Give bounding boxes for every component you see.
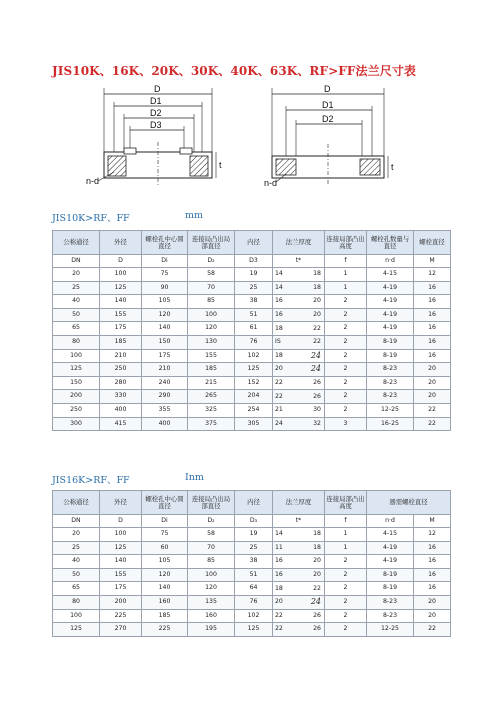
cell-nd: 4-19 [367, 541, 414, 555]
jis10k-dimension-table [52, 230, 451, 431]
unit-dn: DN [53, 255, 100, 268]
cell-d3: 125 [235, 623, 273, 637]
thickness-value-left: IS [275, 338, 281, 346]
cell-m: 12 [414, 528, 451, 542]
table-row [53, 322, 451, 336]
cell-dn: 50 [53, 568, 100, 582]
thickness-value-left: 18 [275, 324, 283, 332]
cell-thickness [273, 390, 325, 404]
thickness-value-right: 26 [313, 625, 321, 633]
section-unit: mm [185, 210, 204, 221]
cell-dn: 65 [53, 322, 100, 336]
cell-d: 100 [100, 268, 142, 282]
table-row [53, 541, 451, 555]
cell-thickness [273, 349, 325, 363]
table-row [53, 555, 451, 569]
cell-nd: 12-25 [367, 403, 414, 417]
cell-d2: 130 [188, 335, 235, 349]
thickness-value-left: 16 [275, 297, 283, 305]
cell-thickness [273, 295, 325, 309]
thickness-value-right: 22 [313, 338, 321, 346]
thickness-value-right: 20 [313, 297, 321, 305]
dimension-label-d2: D2 [322, 114, 334, 124]
cell-dn: 80 [53, 335, 100, 349]
cell-d2: 100 [188, 308, 235, 322]
thickness-value-left: 11 [275, 543, 283, 551]
cell-d: 125 [100, 541, 142, 555]
cell-nd: 12-25 [367, 623, 414, 637]
cell-d3: 25 [235, 541, 273, 555]
cell-m: 16 [414, 308, 451, 322]
thickness-value-right: 26 [313, 392, 321, 400]
cell-d1: 75 [142, 528, 188, 542]
header-raised-face-height: 连接局部凸出高度 [325, 491, 367, 515]
cell-d2: 265 [188, 390, 235, 404]
table-row [53, 595, 451, 609]
cell-d: 140 [100, 295, 142, 309]
cell-f: 2 [325, 308, 367, 322]
cell-nd: 4-15 [367, 528, 414, 542]
thickness-value-left: 22 [275, 625, 283, 633]
cell-dn: 125 [53, 623, 100, 637]
thickness-value-left: 14 [275, 530, 283, 538]
cell-d: 210 [100, 349, 142, 363]
thickness-value-left: 18 [275, 351, 283, 359]
cell-f: 2 [325, 403, 367, 417]
cell-m: 16 [414, 322, 451, 336]
cell-d2: 135 [188, 595, 235, 609]
thickness-value-right: 18 [313, 543, 321, 551]
table-row [53, 582, 451, 596]
cell-d3: 51 [235, 568, 273, 582]
cell-thickness [273, 582, 325, 596]
cell-dn: 40 [53, 555, 100, 569]
cell-d1: 60 [142, 541, 188, 555]
cell-d2: 215 [188, 376, 235, 390]
cell-dn: 20 [53, 268, 100, 282]
section-heading-jis10k [52, 210, 204, 224]
unit-d: D [100, 515, 142, 528]
cell-m: 16 [414, 349, 451, 363]
dimension-label-d1: D1 [150, 96, 162, 106]
thickness-value-left: 24 [275, 419, 283, 427]
cell-dn: 80 [53, 595, 100, 609]
cell-d3: 76 [235, 335, 273, 349]
cell-d: 125 [100, 281, 142, 295]
cell-m: 16 [414, 295, 451, 309]
cell-f: 1 [325, 541, 367, 555]
cell-nd: 8-19 [367, 335, 414, 349]
dimension-label-d1: D1 [322, 100, 334, 110]
cell-nd: 4-15 [367, 268, 414, 282]
unit-d2: D₂ [188, 255, 235, 268]
cell-dn: 20 [53, 528, 100, 542]
cell-nd: 4-19 [367, 295, 414, 309]
cell-d3: 305 [235, 417, 273, 431]
header-raised-face-diameter: 连接局凸出局部直径 [188, 491, 235, 515]
cell-f: 2 [325, 609, 367, 623]
table-row [53, 363, 451, 377]
cell-d3: 25 [235, 281, 273, 295]
cell-d3: 38 [235, 295, 273, 309]
cell-d1: 355 [142, 403, 188, 417]
cell-f: 2 [325, 322, 367, 336]
cell-d: 100 [100, 528, 142, 542]
cell-d1: 140 [142, 322, 188, 336]
section-title: JIS16K>RF、FF [52, 475, 130, 486]
cell-nd: 4-19 [367, 555, 414, 569]
cell-thickness [273, 555, 325, 569]
cell-nd: 8-23 [367, 376, 414, 390]
cell-d: 155 [100, 308, 142, 322]
unit-f: f [325, 255, 367, 268]
thickness-value-left: 22 [275, 392, 283, 400]
cell-m: 20 [414, 376, 451, 390]
cell-d: 250 [100, 363, 142, 377]
cell-dn: 100 [53, 609, 100, 623]
cell-d: 200 [100, 595, 142, 609]
cell-thickness [273, 609, 325, 623]
cell-thickness [273, 322, 325, 336]
cell-thickness [273, 541, 325, 555]
thickness-value-right: 20 [313, 310, 321, 318]
cell-d1: 105 [142, 555, 188, 569]
dimension-label-nd: n-d [86, 176, 100, 186]
cell-d2: 325 [188, 403, 235, 417]
cell-m: 16 [414, 335, 451, 349]
header-inner-diameter: 内径 [235, 491, 273, 515]
cell-dn: 150 [53, 376, 100, 390]
cell-f: 2 [325, 390, 367, 404]
thickness-value-left: 16 [275, 570, 283, 578]
header-outer-diameter: 外径 [100, 231, 142, 255]
cell-nd: 8-19 [367, 568, 414, 582]
header-nominal-diameter: 公称通径 [53, 231, 100, 255]
cell-thickness [273, 281, 325, 295]
cell-d3: 19 [235, 528, 273, 542]
header-inner-diameter: 内径 [235, 231, 273, 255]
cell-m: 20 [414, 363, 451, 377]
table-row [53, 417, 451, 431]
flange-drawing-left [84, 82, 234, 194]
unit-d2: D₂ [188, 515, 235, 528]
cell-thickness [273, 403, 325, 417]
cell-d1: 105 [142, 295, 188, 309]
jis16k-dimension-table [52, 490, 451, 637]
header-flange-thickness: 法兰厚度 [273, 231, 325, 255]
cell-d1: 400 [142, 417, 188, 431]
dimension-label-nd: n-d [264, 178, 278, 188]
dimension-label-d3: D3 [150, 120, 162, 130]
cell-d: 280 [100, 376, 142, 390]
cell-d2: 58 [188, 268, 235, 282]
table-row [53, 568, 451, 582]
unit-m: M [414, 515, 451, 528]
cell-d2: 120 [188, 322, 235, 336]
unit-d: D [100, 255, 142, 268]
cell-m: 22 [414, 623, 451, 637]
cell-d1: 175 [142, 349, 188, 363]
cell-m: 20 [414, 595, 451, 609]
cell-d1: 290 [142, 390, 188, 404]
unit-d3: D₃ [235, 515, 273, 528]
cell-dn: 50 [53, 308, 100, 322]
cell-d1: 75 [142, 268, 188, 282]
table-row [53, 609, 451, 623]
unit-dn: DN [53, 515, 100, 528]
cell-dn: 100 [53, 349, 100, 363]
cell-d3: 125 [235, 363, 273, 377]
cell-d3: 51 [235, 308, 273, 322]
table-row [53, 268, 451, 282]
thickness-value-left: 14 [275, 283, 283, 291]
cell-d1: 90 [142, 281, 188, 295]
cell-m: 16 [414, 568, 451, 582]
unit-f: f [325, 515, 367, 528]
thickness-value-right: 18 [313, 283, 321, 291]
cell-dn: 125 [53, 363, 100, 377]
unit-d1: Di [142, 255, 188, 268]
cell-m: 16 [414, 541, 451, 555]
cell-nd: 8-19 [367, 582, 414, 596]
cell-d3: 19 [235, 268, 273, 282]
cell-d1: 210 [142, 363, 188, 377]
cell-d3: 254 [235, 403, 273, 417]
dimension-label-d: D [324, 84, 331, 94]
cell-dn: 250 [53, 403, 100, 417]
unit-t: t* [273, 515, 325, 528]
table-row [53, 295, 451, 309]
cell-nd: 4-19 [367, 308, 414, 322]
cell-nd: 4-19 [367, 322, 414, 336]
table-row [53, 623, 451, 637]
cell-nd: 4-19 [367, 281, 414, 295]
table-row [53, 376, 451, 390]
header-bolt-holes: 螺栓孔数量与直径 [367, 231, 414, 255]
thickness-value-right: 32 [313, 419, 321, 427]
flange-drawing-right [264, 82, 404, 194]
cell-thickness [273, 417, 325, 431]
header-bolt-requirements: 器需螺栓直径 [367, 491, 451, 515]
cell-d: 185 [100, 335, 142, 349]
cell-nd: 8-23 [367, 595, 414, 609]
header-bolt-diameter: 螺栓直径 [414, 231, 451, 255]
cell-d3: 102 [235, 349, 273, 363]
cell-f: 2 [325, 376, 367, 390]
flange-cross-section-left [84, 82, 234, 194]
cell-d3: 38 [235, 555, 273, 569]
unit-d3: D3 [235, 255, 273, 268]
cell-d2: 195 [188, 623, 235, 637]
header-raised-face-diameter: 连接局凸出局部直径 [188, 231, 235, 255]
dimension-label-d2: D2 [150, 108, 162, 118]
cell-d: 140 [100, 555, 142, 569]
cell-d2: 85 [188, 295, 235, 309]
unit-m: M [414, 255, 451, 268]
cell-f: 2 [325, 623, 367, 637]
cell-dn: 25 [53, 281, 100, 295]
unit-t: t* [273, 255, 325, 268]
cell-nd: 8-23 [367, 363, 414, 377]
header-bolt-circle-diameter: 螺栓孔中心圆直径 [142, 491, 188, 515]
cell-dn: 40 [53, 295, 100, 309]
thickness-value-left: 16 [275, 557, 283, 565]
thickness-value-right: 22 [313, 584, 321, 592]
thickness-value-left: 20 [275, 365, 283, 373]
thickness-value-right: 18 [313, 270, 321, 278]
cell-f: 2 [325, 363, 367, 377]
table-row [53, 528, 451, 542]
table-row [53, 281, 451, 295]
cell-d: 330 [100, 390, 142, 404]
cell-d1: 120 [142, 568, 188, 582]
section-title: JIS10K>RF、FF [52, 213, 130, 224]
table-row [53, 335, 451, 349]
cell-d3: 152 [235, 376, 273, 390]
cell-m: 20 [414, 390, 451, 404]
unit-d1: Di [142, 515, 188, 528]
thickness-value-left: 16 [275, 310, 283, 318]
cell-d1: 240 [142, 376, 188, 390]
cell-f: 2 [325, 349, 367, 363]
cell-d1: 225 [142, 623, 188, 637]
cell-d3: 64 [235, 582, 273, 596]
cell-f: 2 [325, 555, 367, 569]
cell-f: 3 [325, 417, 367, 431]
cell-f: 2 [325, 582, 367, 596]
cell-nd: 8-23 [367, 390, 414, 404]
thickness-value-right: 18 [313, 530, 321, 538]
cell-f: 1 [325, 528, 367, 542]
cell-d: 175 [100, 322, 142, 336]
table-row [53, 349, 451, 363]
table-row [53, 403, 451, 417]
cell-f: 2 [325, 295, 367, 309]
cell-dn: 65 [53, 582, 100, 596]
dimension-label-t: t [219, 160, 222, 170]
dimension-label-d: D [154, 84, 161, 94]
cell-thickness [273, 595, 325, 609]
flange-cross-section-right [264, 82, 404, 194]
cell-d2: 70 [188, 281, 235, 295]
section-unit: Inm [185, 472, 204, 483]
cell-d2: 120 [188, 582, 235, 596]
thickness-value-left: 14 [275, 270, 283, 278]
cell-m: 12 [414, 268, 451, 282]
cell-d: 155 [100, 568, 142, 582]
cell-d2: 185 [188, 363, 235, 377]
cell-d1: 140 [142, 582, 188, 596]
cell-dn: 200 [53, 390, 100, 404]
thickness-value-right: 26 [313, 611, 321, 619]
cell-d2: 375 [188, 417, 235, 431]
cell-f: 1 [325, 268, 367, 282]
page-title: JIS10K、16K、20K、30K、40K、63K、RF>FF法兰尺寸表 [52, 64, 417, 78]
cell-d1: 120 [142, 308, 188, 322]
cell-m: 16 [414, 582, 451, 596]
cell-thickness [273, 568, 325, 582]
cell-dn: 300 [53, 417, 100, 431]
cell-d2: 160 [188, 609, 235, 623]
cell-m: 16 [414, 555, 451, 569]
cell-m: 22 [414, 403, 451, 417]
cell-thickness [273, 268, 325, 282]
cell-nd: 8-19 [367, 349, 414, 363]
cell-m: 22 [414, 417, 451, 431]
cell-d3: 102 [235, 609, 273, 623]
cell-nd: 16-25 [367, 417, 414, 431]
cell-d2: 155 [188, 349, 235, 363]
cell-d3: 61 [235, 322, 273, 336]
cell-d1: 185 [142, 609, 188, 623]
thickness-value-left: 22 [275, 378, 283, 386]
cell-thickness [273, 623, 325, 637]
cell-d2: 70 [188, 541, 235, 555]
unit-nd: n·d [367, 255, 414, 268]
cell-f: 2 [325, 568, 367, 582]
header-raised-face-height: 连接局部凸出高度 [325, 231, 367, 255]
cell-d2: 85 [188, 555, 235, 569]
section-heading-jis16k [52, 472, 204, 486]
cell-f: 1 [325, 281, 367, 295]
cell-thickness [273, 376, 325, 390]
cell-d3: 204 [235, 390, 273, 404]
thickness-value-right: 30 [313, 405, 321, 413]
table-row [53, 390, 451, 404]
cell-thickness [273, 308, 325, 322]
header-nominal-diameter: 公称通径 [53, 491, 100, 515]
cell-d: 175 [100, 582, 142, 596]
thickness-value-right: 20 [313, 557, 321, 565]
thickness-value-right: 26 [313, 378, 321, 386]
cell-d2: 58 [188, 528, 235, 542]
header-flange-thickness: 法兰厚度 [273, 491, 325, 515]
cell-d1: 160 [142, 595, 188, 609]
cell-d: 225 [100, 609, 142, 623]
dimension-label-t: t [391, 162, 394, 172]
header-bolt-circle-diameter: 螺栓孔中心圆直径 [142, 231, 188, 255]
unit-nd: n·d [367, 515, 414, 528]
cell-d: 415 [100, 417, 142, 431]
cell-d: 400 [100, 403, 142, 417]
thickness-value-left: 18 [275, 584, 283, 592]
cell-nd: 8-23 [367, 609, 414, 623]
table-row [53, 308, 451, 322]
cell-d2: 100 [188, 568, 235, 582]
thickness-value-right: 24 [310, 597, 321, 607]
cell-thickness [273, 528, 325, 542]
cell-dn: 25 [53, 541, 100, 555]
thickness-value-left: 21 [275, 405, 283, 413]
cell-d3: 76 [235, 595, 273, 609]
cell-thickness [273, 363, 325, 377]
cell-d1: 150 [142, 335, 188, 349]
thickness-value-right: 20 [313, 570, 321, 578]
thickness-value-left: 22 [275, 611, 283, 619]
thickness-value-left: 20 [275, 598, 283, 606]
cell-m: 20 [414, 609, 451, 623]
cell-f: 2 [325, 335, 367, 349]
cell-thickness [273, 335, 325, 349]
cell-d: 270 [100, 623, 142, 637]
cell-m: 16 [414, 281, 451, 295]
thickness-value-right: 22 [313, 324, 321, 332]
thickness-value-right: 24 [310, 364, 321, 374]
thickness-value-right: 24 [310, 350, 321, 360]
header-outer-diameter: 外径 [100, 491, 142, 515]
cell-f: 2 [325, 595, 367, 609]
